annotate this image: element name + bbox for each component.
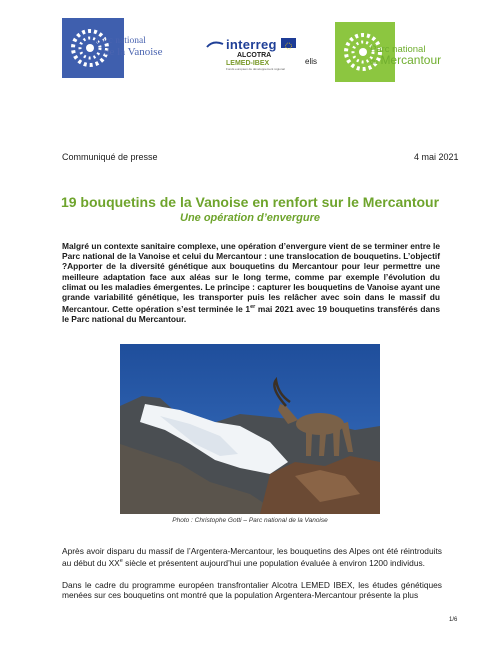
document-date: 4 mai 2021 bbox=[414, 152, 459, 162]
body-paragraph-1 bbox=[62, 546, 442, 568]
interreg-logo-word: interreg bbox=[226, 37, 277, 52]
page-title: 19 bouquetins de la Vanoise en renfort sur le Mercantour bbox=[60, 194, 440, 210]
body-paragraph-2: Dans le cadre du programme européen transfrontalier Alcotra LEMED IBEX, les études génétiques menées sur ces bouquetins ont montré que la population Argentera-Mercantour présente la plus bbox=[62, 580, 442, 601]
eu-flag-icon bbox=[281, 38, 296, 48]
photo-caption: Photo : Christophe Gotti – Parc national de la Vanoise bbox=[172, 517, 328, 524]
document-type: Communiqué de presse bbox=[62, 152, 158, 162]
mercantour-logo-line1: Parc national bbox=[370, 44, 426, 55]
intro-paragraph bbox=[62, 241, 440, 324]
vanoise-logo-text bbox=[96, 36, 162, 58]
interreg-project: LEMED-IBEX bbox=[226, 60, 270, 67]
intro-sup: er bbox=[250, 304, 256, 311]
page-number: 1/6 bbox=[449, 617, 458, 623]
vanoise-logo-line2: de la Vanoise bbox=[104, 46, 163, 58]
interreg-funding-note: Fonds européen de développement régional bbox=[226, 67, 285, 71]
elis-word: elis bbox=[305, 57, 318, 66]
para1-text-a: Après avoir disparu du massif de l’Argentera-Mercantour, les bouquetins des Alpes ont été réintroduits au début du XX bbox=[62, 546, 442, 568]
intro-text-b: mai 2021 avec 19 bouquetins transférés dans le Parc national du Mercantour. bbox=[62, 304, 440, 325]
mercantour-logo-line2: du bbox=[370, 59, 378, 66]
mercantour-logo-text bbox=[370, 44, 441, 68]
mercantour-logo-name: Mercantour bbox=[380, 53, 442, 67]
interreg-program: ALCOTRA bbox=[237, 52, 272, 59]
para1-sup: e bbox=[119, 558, 123, 565]
vanoise-logo-line1: Parc national bbox=[96, 36, 146, 46]
intro-text-a: Malgré un contexte sanitaire complexe, une opération d’envergure vient de se terminer entre le Parc national de la Vanoise et celui du Mercantour : une translocation de bouquetins. L’objectif ?Apporter de la diversité génétique aux bouquetins du Mercantour pour leur permettre une meilleure adaptation face aux aléas sur le long terme, comme par exemple l’évolution du climat ou les maladies émergentes. Le principe : capturer les bouquetins de Vanoise ayant une grande variabilité génétique, les transporter puis les relâcher avec soin dans le massif du Mercantour. Cette opération s’est terminée le 1 bbox=[62, 241, 440, 315]
ibex-photo bbox=[120, 344, 380, 514]
interreg-swoosh-icon bbox=[206, 40, 224, 50]
page-subtitle: Une opération d’envergure bbox=[180, 212, 320, 224]
para1-text-b: siècle et présentent aujourd’hui une population évaluée à environ 1200 individus. bbox=[122, 558, 425, 568]
